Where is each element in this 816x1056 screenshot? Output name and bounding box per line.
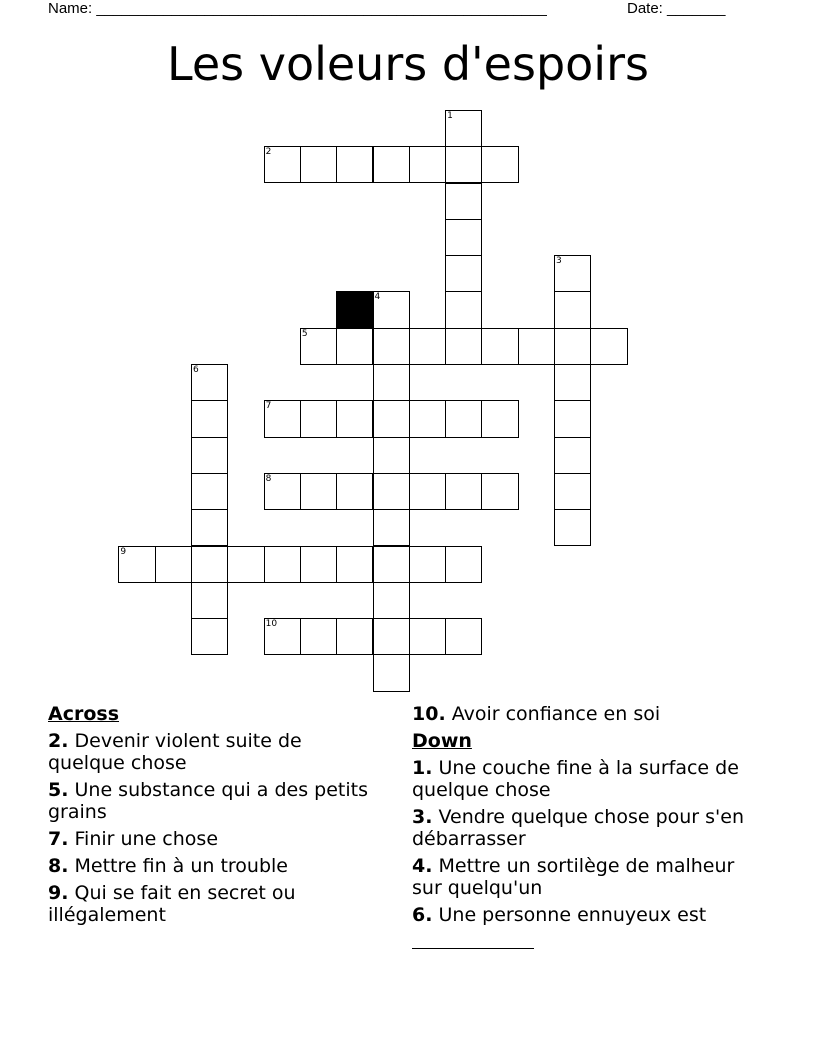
across-clue bbox=[48, 730, 378, 774]
date-field-label: Date: _______ bbox=[627, 0, 726, 17]
clue-text: Mettre un sortilège de malheur sur quelqu'un bbox=[412, 855, 735, 899]
crossword-cell[interactable] bbox=[554, 509, 591, 546]
down-clue bbox=[412, 855, 757, 899]
crossword-cell[interactable] bbox=[373, 509, 410, 546]
crossword-cell[interactable] bbox=[191, 364, 228, 401]
crossword-cell[interactable] bbox=[300, 146, 337, 183]
crossword-cell[interactable] bbox=[445, 400, 482, 437]
crossword-cell[interactable] bbox=[409, 473, 446, 510]
crossword-cell[interactable] bbox=[445, 146, 482, 183]
crossword-cell[interactable] bbox=[445, 473, 482, 510]
crossword-cell[interactable] bbox=[373, 364, 410, 401]
answer-blank-line bbox=[412, 926, 534, 949]
crossword-cell[interactable] bbox=[445, 618, 482, 655]
clue-text: Avoir confiance en soi bbox=[451, 703, 661, 725]
crossword-cell[interactable] bbox=[336, 618, 373, 655]
clue-text: Une substance qui a des petits grains bbox=[48, 779, 369, 823]
crossword-cell[interactable] bbox=[445, 183, 482, 220]
crossword-cell[interactable] bbox=[373, 582, 410, 619]
clue-number: 8. bbox=[48, 855, 69, 877]
crossword-cell[interactable] bbox=[191, 509, 228, 546]
crossword-cell[interactable] bbox=[554, 473, 591, 510]
crossword-cell[interactable] bbox=[481, 328, 518, 365]
crossword-cell[interactable] bbox=[409, 328, 446, 365]
crossword-cell[interactable] bbox=[481, 400, 518, 437]
crossword-cell[interactable] bbox=[118, 546, 155, 583]
crossword-cell[interactable] bbox=[155, 546, 192, 583]
crossword-cell[interactable] bbox=[336, 146, 373, 183]
cell-number: 6 bbox=[193, 365, 199, 375]
cell-number: 4 bbox=[374, 292, 381, 303]
clue-text: Vendre quelque chose pour s'en débarrasser bbox=[412, 806, 745, 850]
across-clue bbox=[48, 779, 378, 823]
clue-number: 4. bbox=[412, 855, 433, 877]
crossword-cell[interactable] bbox=[481, 473, 518, 510]
crossword-cell[interactable] bbox=[336, 546, 373, 583]
clue-number: 1. bbox=[412, 757, 433, 779]
crossword-cell[interactable] bbox=[445, 110, 482, 147]
clue-number: 2. bbox=[48, 730, 69, 752]
crossword-cell[interactable] bbox=[300, 618, 337, 655]
crossword-cell[interactable] bbox=[191, 618, 228, 655]
crossword-cell[interactable] bbox=[373, 291, 410, 328]
down-clue bbox=[412, 904, 757, 949]
crossword-cell[interactable] bbox=[481, 146, 518, 183]
crossword-cell[interactable] bbox=[191, 546, 228, 583]
cell-number: 10 bbox=[265, 619, 278, 630]
crossword-cell[interactable] bbox=[373, 328, 410, 365]
crossword-cell[interactable] bbox=[554, 364, 591, 401]
crossword-cell[interactable] bbox=[191, 473, 228, 510]
crossword-cell[interactable] bbox=[518, 328, 555, 365]
crossword-cell[interactable] bbox=[554, 255, 591, 292]
clues-right-column bbox=[412, 703, 757, 954]
clue-number: 3. bbox=[412, 806, 433, 828]
cell-number: 7 bbox=[265, 401, 272, 412]
name-field-label: Name: ______________________________________________________ bbox=[48, 0, 547, 17]
cell-number: 9 bbox=[120, 546, 127, 557]
down-clue bbox=[412, 757, 757, 801]
page-title: Les voleurs d'espoirs bbox=[167, 37, 649, 91]
crossword-block-cell bbox=[336, 291, 373, 328]
clue-number: 7. bbox=[48, 828, 69, 850]
clue-text: Devenir violent suite de quelque chose bbox=[48, 730, 302, 774]
across-clue bbox=[48, 882, 378, 926]
crossword-cell[interactable] bbox=[264, 400, 301, 437]
clue-number: 10. bbox=[412, 703, 446, 725]
clue-number: 6. bbox=[412, 904, 433, 926]
crossword-cell[interactable] bbox=[373, 437, 410, 474]
clues-left-column bbox=[48, 703, 378, 931]
crossword-cell[interactable] bbox=[445, 328, 482, 365]
crossword-cell[interactable] bbox=[300, 473, 337, 510]
clue-text: Finir une chose bbox=[74, 828, 219, 850]
crossword-cell[interactable] bbox=[227, 546, 264, 583]
crossword-cell[interactable] bbox=[300, 400, 337, 437]
crossword-cell[interactable] bbox=[373, 546, 410, 583]
crossword-cell[interactable] bbox=[554, 437, 591, 474]
clue-text: Une personne ennuyeux est bbox=[438, 904, 707, 926]
crossword-cell[interactable] bbox=[191, 582, 228, 619]
crossword-cell[interactable] bbox=[300, 546, 337, 583]
cell-number: 5 bbox=[301, 328, 308, 339]
crossword-cell[interactable] bbox=[409, 400, 446, 437]
down-clue bbox=[412, 806, 757, 850]
down-heading: Down bbox=[412, 730, 472, 752]
crossword-cell[interactable] bbox=[590, 328, 627, 365]
crossword-cell[interactable] bbox=[373, 146, 410, 183]
cell-number: 3 bbox=[556, 256, 562, 267]
crossword-cell[interactable] bbox=[445, 291, 482, 328]
across-clue bbox=[412, 703, 757, 725]
crossword-cell[interactable] bbox=[409, 546, 446, 583]
crossword-cell[interactable] bbox=[373, 618, 410, 655]
cell-number: 8 bbox=[265, 473, 272, 484]
crossword-cell[interactable] bbox=[554, 291, 591, 328]
crossword-cell[interactable] bbox=[300, 328, 337, 365]
crossword-cell[interactable] bbox=[336, 328, 373, 365]
clue-text: Une couche fine à la surface de quelque chose bbox=[412, 757, 739, 801]
crossword-cell[interactable] bbox=[191, 437, 228, 474]
across-heading: Across bbox=[48, 703, 120, 725]
crossword-cell[interactable] bbox=[264, 146, 301, 183]
crossword-cell[interactable] bbox=[445, 546, 482, 583]
clue-text: Mettre fin à un trouble bbox=[74, 855, 288, 877]
crossword-cell[interactable] bbox=[373, 473, 410, 510]
cell-number: 2 bbox=[265, 147, 272, 158]
cell-number: 1 bbox=[447, 110, 453, 121]
crossword-cell[interactable] bbox=[373, 654, 410, 691]
crossword-cell[interactable] bbox=[264, 473, 301, 510]
clue-number: 5. bbox=[48, 779, 69, 801]
crossword-cell[interactable] bbox=[554, 400, 591, 437]
crossword-cell[interactable] bbox=[554, 328, 591, 365]
crossword-cell[interactable] bbox=[445, 255, 482, 292]
crossword-cell[interactable] bbox=[336, 473, 373, 510]
crossword-cell[interactable] bbox=[264, 618, 301, 655]
crossword-cell[interactable] bbox=[409, 618, 446, 655]
across-clue bbox=[48, 855, 378, 877]
crossword-cell[interactable] bbox=[373, 400, 410, 437]
across-clue bbox=[48, 828, 378, 850]
clue-number: 9. bbox=[48, 882, 69, 904]
crossword-cell[interactable] bbox=[264, 546, 301, 583]
crossword-cell[interactable] bbox=[336, 400, 373, 437]
crossword-cell[interactable] bbox=[445, 219, 482, 256]
clue-text: Qui se fait en secret ou illégalement bbox=[48, 882, 296, 926]
crossword-cell[interactable] bbox=[409, 146, 446, 183]
crossword-cell[interactable] bbox=[191, 400, 228, 437]
